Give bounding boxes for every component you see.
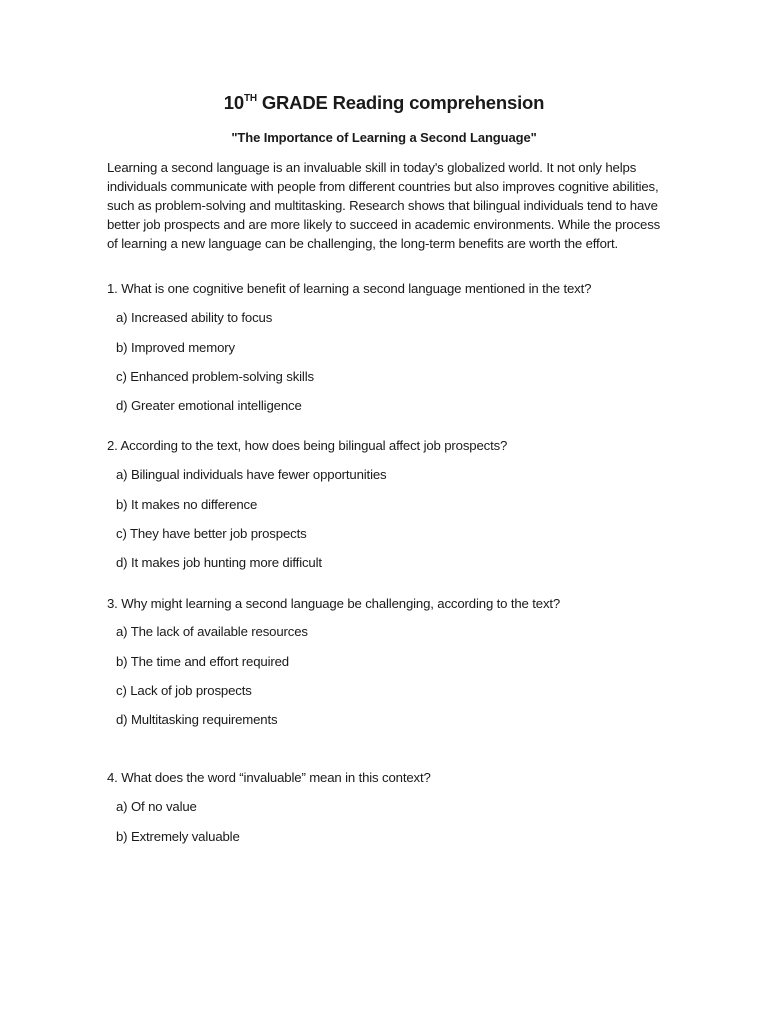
passage-line: individuals communicate with people from different countries but also improves cognitive abilities, — [107, 179, 659, 194]
question-4-option-b: b) Extremely valuable — [116, 829, 240, 844]
question-1: 1. What is one cognitive benefit of learning a second language mentioned in the text? — [107, 281, 592, 296]
passage-line: Learning a second language is an invaluable skill in today's globalized world. It not only helps — [107, 160, 637, 175]
question-2-option-c: c) They have better job prospects — [116, 526, 307, 541]
title-superscript: TH — [243, 93, 257, 104]
page-title — [0, 92, 768, 114]
question-1-option-b: b) Improved memory — [116, 340, 235, 355]
question-3-option-a: a) The lack of available resources — [116, 624, 308, 639]
question-3-option-d: d) Multitasking requirements — [116, 712, 278, 727]
question-2-option-a: a) Bilingual individuals have fewer opportunities — [116, 467, 387, 482]
question-2-option-d: d) It makes job hunting more difficult — [116, 555, 322, 570]
passage — [107, 158, 667, 253]
question-2-option-b: b) It makes no difference — [116, 497, 258, 512]
passage-title: "The Importance of Learning a Second Language" — [231, 130, 537, 145]
question-1-option-d: d) Greater emotional intelligence — [116, 398, 302, 413]
question-3: 3. Why might learning a second language be challenging, according to the text? — [107, 596, 561, 611]
question-1-option-a: a) Increased ability to focus — [116, 310, 273, 325]
title-text: GRADE Reading comprehension — [256, 92, 545, 113]
passage-line: of learning a new language can be challenging, the long-term benefits are worth the effort. — [107, 236, 619, 251]
passage-line: better job prospects and are more likely to succeed in academic environments. While the process — [107, 217, 661, 232]
question-4: 4. What does the word “invaluable” mean in this context? — [107, 770, 431, 785]
question-2: 2. According to the text, how does being bilingual affect job prospects? — [107, 438, 508, 453]
title-grade-number: 10 — [223, 92, 244, 113]
passage-line: such as problem-solving and multitasking. Research shows that bilingual individuals tend to have — [107, 198, 658, 213]
question-3-option-c: c) Lack of job prospects — [116, 683, 252, 698]
question-3-option-b: b) The time and effort required — [116, 654, 289, 669]
question-4-option-a: a) Of no value — [116, 799, 197, 814]
question-1-option-c: c) Enhanced problem-solving skills — [116, 369, 314, 384]
